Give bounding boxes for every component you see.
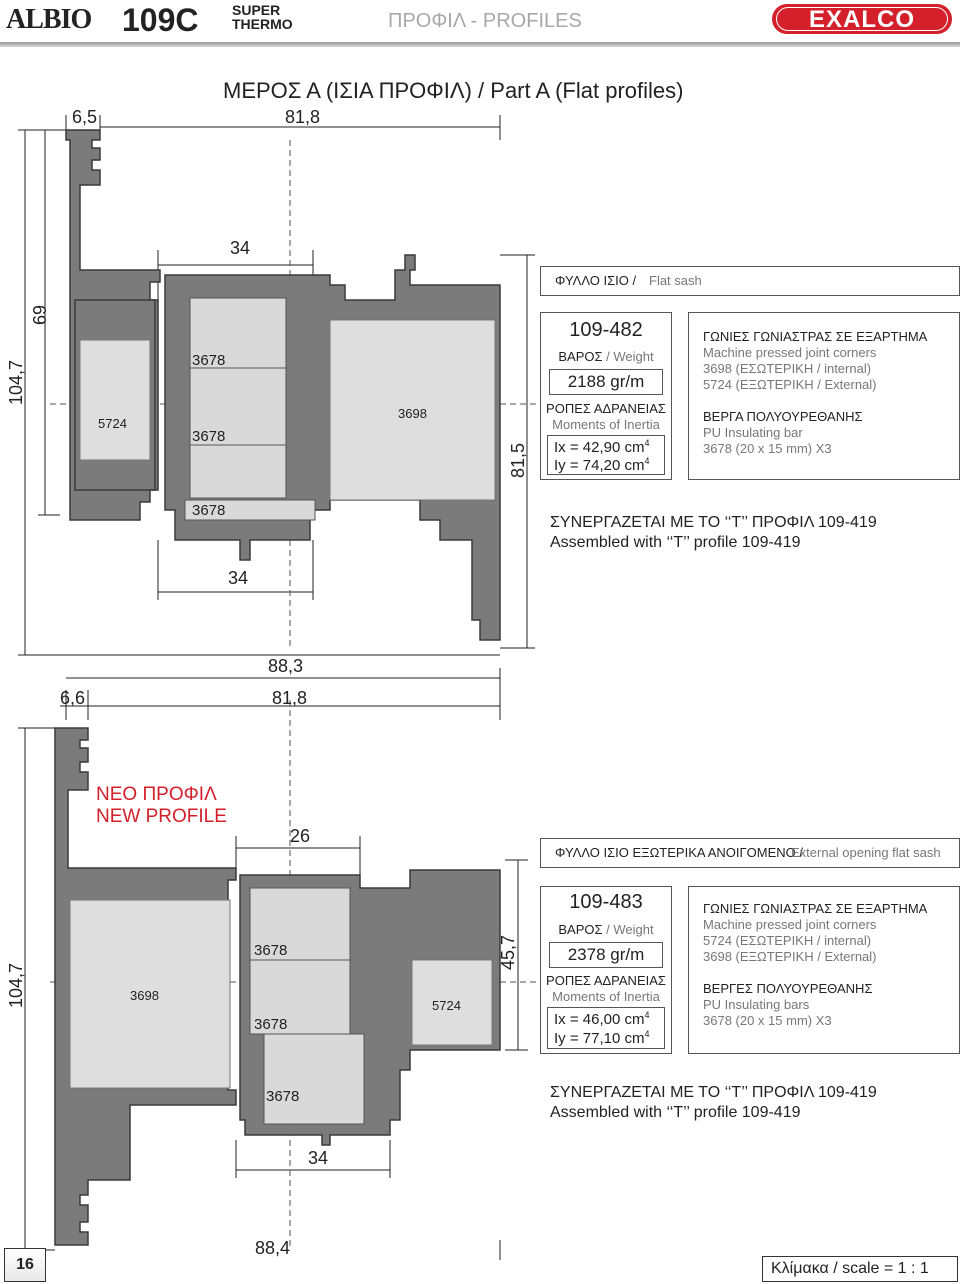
bottom-label-3698: 3698: [130, 988, 159, 1003]
top-inertia-values: Ix = 42,90 $cm^4$ Iy = 74,20 $cm^4$: [547, 435, 665, 475]
top-sash-header-en: Flat sash: [649, 273, 702, 288]
bottom-bar-sub: PU Insulating bars: [703, 997, 810, 1012]
top-corners-line2: 5724 (ΕΞΩΤΕΡΙΚΗ / External): [703, 377, 877, 392]
top-dim-104-7: 104,7: [6, 359, 26, 405]
bottom-sash-header-gr: ΦΥΛΛΟ ΙΣΙΟ ΕΞΩΤΕΡΙΚΑ ΑΝΟΙΓΟΜΕΝΟ /: [555, 845, 803, 860]
top-label-3698: 3698: [398, 406, 427, 421]
top-corners-subtitle: Machine pressed joint corners: [703, 345, 877, 360]
header: [0, 0, 960, 48]
top-dim-34-upper: 34: [230, 238, 251, 258]
bottom-dim-81-8: 81,8: [272, 688, 308, 708]
top-bar-line: 3678 (20 x 15 mm) X3: [703, 441, 832, 456]
top-weight-label: ΒΑΡΟΣ / Weight: [558, 349, 654, 364]
bottom-insulating-bars: [250, 888, 350, 1034]
top-bar-title: ΒΕΡΓΑ ΠΟΛΥΟΥΡΕΘΑΝΗΣ: [703, 409, 863, 424]
top-dim-81-5: 81,5: [508, 442, 528, 478]
top-corners-line1: 3698 (ΕΣΩΤΕΡΙΚΗ / internal): [703, 361, 872, 376]
model-sub-2: THERMO: [232, 16, 293, 32]
top-inertia-en: Moments of Inertia: [552, 417, 660, 432]
scale-box: [762, 1256, 958, 1282]
bottom-new-profile-en: NEW PROFILE: [96, 806, 227, 827]
bottom-dim-26: 26: [290, 826, 311, 846]
top-assembled-en: Assembled with ‘‘T’’ profile 109-419: [550, 534, 801, 551]
top-dim-34-lower: 34: [228, 568, 249, 588]
bottom-dim-104-7: 104,7: [6, 962, 26, 1008]
top-label-3678-c: 3678: [192, 502, 226, 519]
top-dim-81-8: 81,8: [285, 107, 321, 127]
bottom-assembled-gr: ΣΥΝΕΡΓΑΖΕΤΑΙ ΜΕ ΤΟ ‘‘Τ’’ ΠΡΟΦΙΛ 109-419: [550, 1084, 877, 1101]
top-corners-title: ΓΩΝΙΕΣ ΓΩΝΙΑΣΤΡΑΣ ΣΕ ΕΞΑΡΤΗΜΑ: [703, 329, 928, 344]
bottom-info-box: [540, 886, 672, 1054]
bottom-dim-6-6: 6,6: [60, 688, 86, 708]
bottom-dim-34: 34: [308, 1148, 329, 1168]
top-insulating-bars: [190, 298, 286, 498]
top-label-5724: 5724: [98, 416, 127, 431]
bottom-dim-88-3: 88,3: [268, 656, 304, 676]
bottom-inertia-en: Moments of Inertia: [552, 989, 660, 1004]
bottom-profile-code: 109-483: [569, 891, 643, 913]
bottom-assembled-en: Assembled with ‘‘T’’ profile 109-419: [550, 1104, 801, 1121]
bottom-sash-header: [540, 838, 960, 868]
top-ix: Ix = 42,90 cm: [554, 439, 645, 456]
top-dim-6-5: 6,5: [72, 107, 98, 127]
top-label-3678-b: 3678: [192, 428, 226, 445]
bottom-label-3678-a: 3678: [254, 942, 288, 959]
model-number: 109C: [122, 2, 199, 38]
bottom-ix: Ix = 46,00 cm: [554, 1011, 645, 1028]
bottom-corners-box: [688, 886, 960, 1054]
top-assembled-gr: ΣΥΝΕΡΓΑΖΕΤΑΙ ΜΕ ΤΟ ‘‘Τ’’ ΠΡΟΦΙΛ 109-419: [550, 514, 877, 531]
bottom-bar-line: 3678 (20 x 15 mm) X3: [703, 1013, 832, 1028]
bottom-sash-header-en: External opening flat sash: [791, 845, 941, 860]
top-dim-69: 69: [30, 304, 50, 325]
exalco-logo: [772, 4, 952, 34]
bottom-dim-45-7: 45,7: [498, 934, 518, 970]
section-title: ΠΡΟΦΙΛ - PROFILES: [388, 10, 582, 32]
bottom-bar-title: ΒΕΡΓΕΣ ΠΟΛΥΟΥΡΕΘΑΝΗΣ: [703, 981, 873, 996]
bottom-label-3678-c: 3678: [266, 1088, 300, 1105]
bottom-weight-value: 2378 gr/m: [549, 942, 663, 968]
bottom-lower-insulator: [264, 1034, 364, 1124]
top-weight-value: 2188 gr/m: [549, 369, 663, 395]
bottom-dim-88-4: 88,4: [255, 1238, 291, 1258]
exalco-logo-text: EXALCO: [808, 6, 915, 33]
bottom-corners-title: ΓΩΝΙΕΣ ΓΩΝΙΑΣΤΡΑΣ ΣΕ ΕΞΑΡΤΗΜΑ: [703, 901, 928, 916]
bottom-new-profile-gr: ΝΕΟ ΠΡΟΦΙΛ: [96, 784, 217, 805]
top-sash-header: [540, 266, 960, 296]
bottom-label-3678-b: 3678: [254, 1016, 288, 1033]
bottom-corners-line1: 5724 (ΕΣΩΤΕΡΙΚΗ / internal): [703, 933, 872, 948]
page-number-box: [4, 1248, 46, 1282]
brand-albio: ALBIO: [6, 4, 92, 35]
top-profile-code: 109-482: [569, 319, 643, 341]
bottom-inertia-values: Ix = 46,00 $cm^4$ Iy = 77,10 $cm^4$: [547, 1007, 665, 1049]
page-number: 16: [16, 1256, 34, 1273]
bottom-corners-line2: 3698 (ΕΞΩΤΕΡΙΚΗ / External): [703, 949, 877, 964]
top-corners-box: [688, 312, 960, 480]
top-bar-sub: PU Insulating bar: [703, 425, 803, 440]
top-info-box: [540, 312, 672, 480]
top-iy: Iy = 74,20 cm: [554, 457, 645, 474]
bottom-weight-label: ΒΑΡΟΣ / Weight: [558, 922, 654, 937]
scale-label: Κλίμακα / scale = 1 : 1: [771, 1260, 929, 1277]
top-inertia-gr: ΡΟΠΕΣ ΑΔΡΑΝΕΙΑΣ: [546, 401, 666, 416]
bottom-corners-subtitle: Machine pressed joint corners: [703, 917, 877, 932]
bottom-label-5724: 5724: [432, 998, 461, 1013]
top-sash-header-gr: ΦΥΛΛΟ ΙΣΙΟ /: [555, 273, 637, 288]
part-title: ΜΕΡΟΣ Α (ΙΣΙΑ ΠΡΟΦΙΛ) / Part A (Flat profiles): [223, 78, 684, 103]
top-corner-5724-block: [80, 340, 150, 460]
model-sub-1: SUPER: [232, 2, 281, 18]
bottom-iy: Iy = 77,10 cm: [554, 1030, 645, 1047]
bottom-inertia-gr: ΡΟΠΕΣ ΑΔΡΑΝΕΙΑΣ: [546, 973, 666, 988]
header-divider: [0, 42, 960, 47]
top-label-3678-a: 3678: [192, 352, 226, 369]
